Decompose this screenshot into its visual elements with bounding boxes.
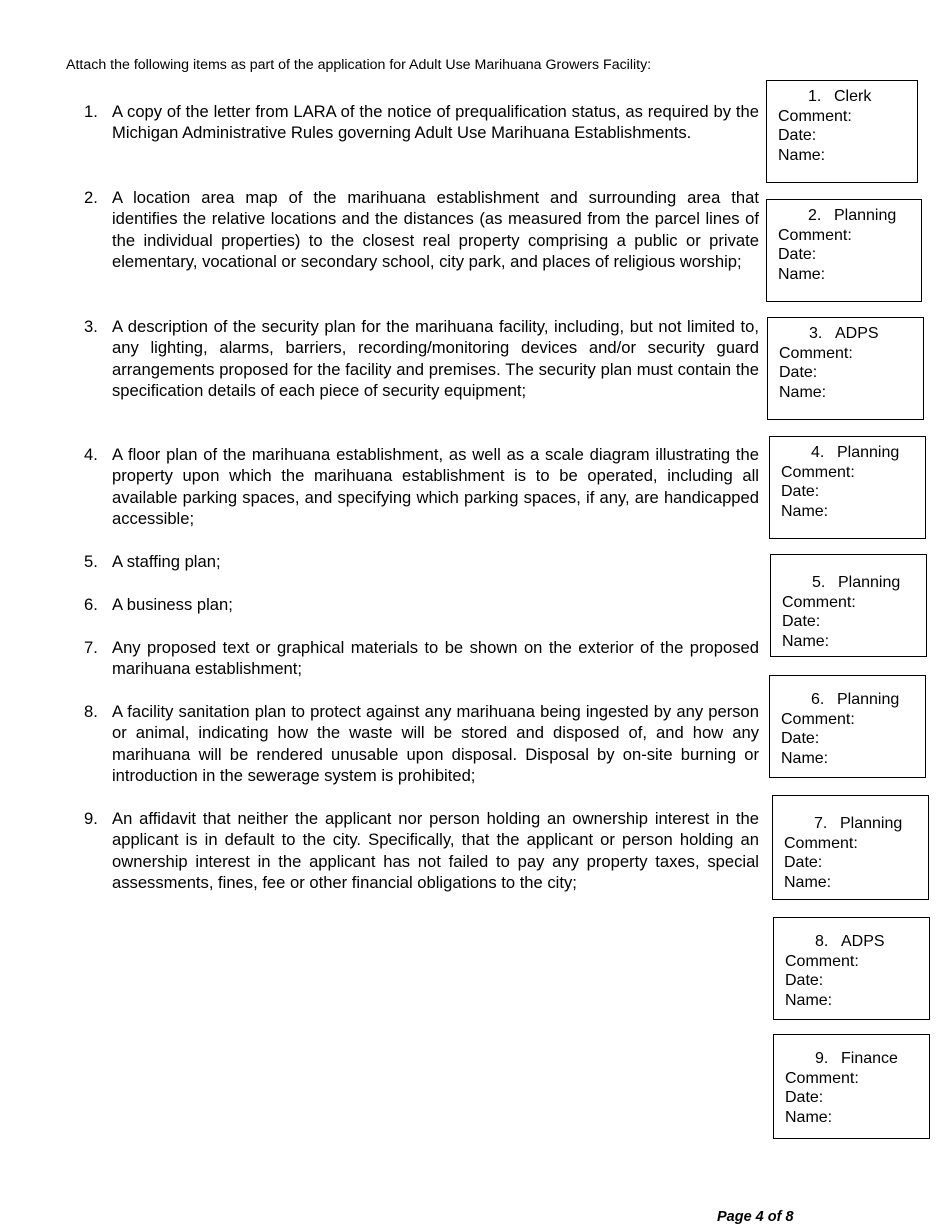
comment-label: Comment: (778, 107, 852, 125)
list-item (84, 594, 759, 615)
comment-label: Comment: (781, 710, 855, 728)
date-label: Date: (778, 246, 817, 263)
intro-text: Attach the following items as part of the application for Adult Use Marihuana Growers Facility: (66, 57, 652, 73)
comment-label: Comment: (785, 1069, 859, 1087)
review-box-number: 3. (809, 325, 823, 342)
item-text: An affidavit that neither the applicant nor person holding an ownership interest in the applicant is in default to the city. Specifically, that the applicant or person holding an ownership interest in the applicant has not failed to pay any property taxes, special assessments, fines, fee or other financial obligations to the city; (112, 809, 759, 893)
name-label: Name: (778, 146, 826, 164)
list-item (84, 551, 759, 572)
name-label: Name: (781, 749, 829, 767)
list-item (84, 808, 759, 894)
review-box-department: Planning (838, 574, 901, 591)
review-box-department: Planning (837, 444, 900, 461)
date-label: Date: (785, 972, 824, 989)
review-box-department: Planning (840, 815, 903, 832)
review-box-number: 2. (808, 207, 822, 224)
review-box-planning (766, 199, 922, 302)
item-number: 5. (84, 552, 98, 571)
list-item (84, 187, 759, 273)
review-box-heading (779, 324, 923, 344)
review-box-heading (785, 932, 929, 952)
item-number: 6. (84, 595, 98, 614)
page-number: Page 4 of 8 (717, 1209, 794, 1225)
comment-label: Comment: (779, 344, 853, 362)
list-item (84, 444, 759, 530)
list-item (84, 701, 759, 787)
date-label: Date: (781, 730, 820, 747)
item-text: A staffing plan; (112, 552, 221, 571)
name-label: Name: (781, 502, 829, 520)
review-box-planning (770, 554, 927, 657)
review-box-department: Planning (837, 691, 900, 708)
comment-label: Comment: (782, 593, 856, 611)
review-box-planning (769, 436, 926, 539)
comment-label: Comment: (778, 226, 852, 244)
review-box-number: 9. (815, 1050, 829, 1067)
item-text: A floor plan of the marihuana establishment, as well as a scale diagram illustrating the property upon which the marihuana establishment is to be operated, including all available parking spaces, and specifying which parking spaces, if any, are handicapped accessible; (112, 445, 759, 529)
item-text: A facility sanitation plan to protect against any marihuana being ingested by any person or animal, indicating how the waste will be stored and disposed of, and how any marihuana will be rendered unusable upon disposal. Disposal by on-site burning or introduction in the sewerage system is prohibited; (112, 702, 759, 786)
review-box-department: Planning (834, 207, 897, 224)
item-text: Any proposed text or graphical materials to be shown on the exterior of the proposed marihuana establishment; (112, 638, 759, 679)
date-label: Date: (782, 613, 821, 630)
review-box-department: Clerk (834, 88, 872, 105)
review-box-heading (778, 206, 921, 226)
name-label: Name: (778, 265, 826, 283)
list-item (84, 637, 759, 680)
item-number: 9. (84, 809, 98, 828)
list-item (84, 101, 759, 144)
item-number: 7. (84, 638, 98, 657)
comment-label: Comment: (784, 834, 858, 852)
item-number: 2. (84, 188, 98, 207)
item-number: 4. (84, 445, 98, 464)
item-number: 8. (84, 702, 98, 721)
date-label: Date: (784, 854, 823, 871)
review-box-department: Finance (841, 1050, 898, 1067)
review-box-clerk (766, 80, 918, 183)
name-label: Name: (785, 991, 833, 1009)
date-label: Date: (781, 483, 820, 500)
name-label: Name: (784, 873, 832, 891)
date-label: Date: (785, 1089, 824, 1106)
review-box-heading (785, 1049, 929, 1069)
review-box-adps (773, 917, 930, 1020)
item-text: A copy of the letter from LARA of the notice of prequalification status, as required by the Michigan Administrative Rules governing Adult Use Marihuana Establishments. (112, 102, 759, 143)
item-text: A description of the security plan for the marihuana facility, including, but not limited to, any lighting, alarms, barriers, recording/monitoring devices and/or security guard arrangements proposed for the facility and premises. The security plan must contain the specification details of each piece of security equipment; (112, 317, 759, 401)
review-box-heading (784, 814, 928, 834)
review-box-adps (767, 317, 924, 420)
review-box-finance (773, 1034, 930, 1139)
review-box-number: 6. (811, 691, 825, 708)
review-box-number: 4. (811, 444, 825, 461)
list-item (84, 316, 759, 402)
item-number: 3. (84, 317, 98, 336)
item-number: 1. (84, 102, 98, 121)
name-label: Name: (782, 632, 830, 650)
review-box-number: 7. (814, 815, 828, 832)
name-label: Name: (785, 1108, 833, 1126)
item-text: A location area map of the marihuana establishment and surrounding area that identifies the relative locations and the distances (as measured from the parcel lines of the individual properties) to the closest real property comprising a public or private elementary, vocational or secondary school, city park, and places of religious worship; (112, 188, 759, 272)
date-label: Date: (779, 364, 818, 381)
review-box-heading (778, 87, 917, 107)
review-box-number: 5. (812, 574, 826, 591)
review-box-number: 8. (815, 933, 829, 950)
comment-label: Comment: (781, 463, 855, 481)
review-box-planning (769, 675, 926, 778)
review-box-heading (782, 573, 926, 593)
review-box-planning (772, 795, 929, 900)
date-label: Date: (778, 127, 817, 144)
name-label: Name: (779, 383, 827, 401)
review-box-heading (781, 690, 925, 710)
review-box-department: ADPS (835, 325, 879, 342)
comment-label: Comment: (785, 952, 859, 970)
review-box-number: 1. (808, 88, 822, 105)
review-box-heading (781, 443, 925, 463)
review-box-department: ADPS (841, 933, 885, 950)
item-text: A business plan; (112, 595, 233, 614)
